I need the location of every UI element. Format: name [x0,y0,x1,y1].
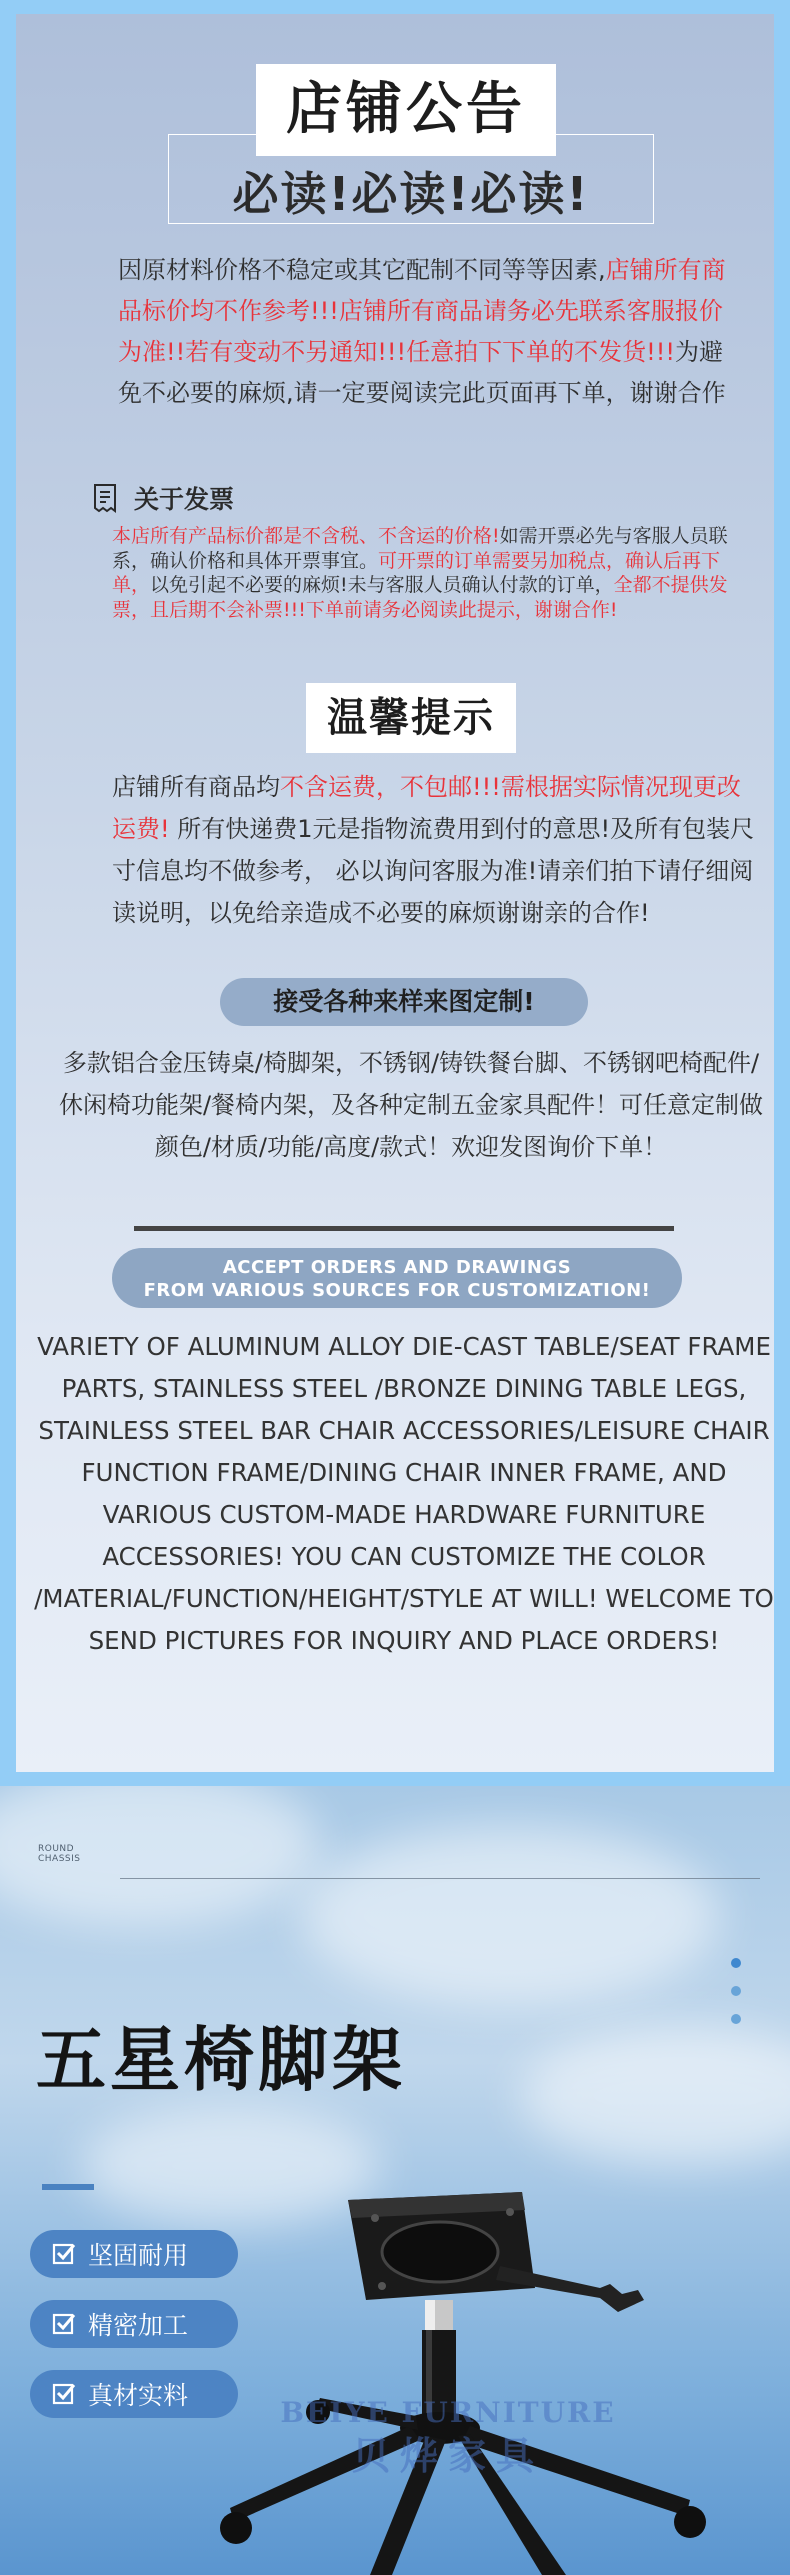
feature-label: 坚固耐用 [88,2241,189,2270]
receipt-icon [92,483,118,513]
tag-line-2: CHASSIS [38,1854,81,1864]
accent-bar [42,2184,94,2190]
tips-title: 温馨提示 [306,683,516,753]
checkbox-icon [52,2312,76,2336]
pager-dots [731,1958,741,2042]
pager-dot[interactable] [731,1986,741,1996]
notice-title: 店铺公告 [256,64,556,156]
pill-en-line-2: FROM VARIOUS SOURCES FOR CUSTOMIZATION! [143,1280,651,1301]
invoice-paragraph: 本店所有产品标价都是不含税、不含运的价格!如需开票必先与客服人员联系，确认价格和具体开票事宜。可开票的订单需要另加税点，确认后再下单，以免引起不必要的麻烦!未与客服人员确认付款的订单，全都不提供发票，且后期不会补票!!!下单前请务必阅读此提示，谢谢合作! [112,525,728,621]
checkbox-icon [52,2382,76,2406]
divider [134,1226,674,1231]
chair-base-image [170,2190,790,2575]
tag-line-1: ROUND [38,1844,75,1854]
feature-label: 真材实料 [88,2381,189,2410]
custom-pill: 接受各种来样来图定制! [220,978,588,1026]
custom-body-cn: 多款铝合金压铸桌/椅脚架，不锈钢/铸铁餐台脚、不锈钢吧椅配件/休闲椅功能架/餐椅内架，及各种定制五金家具配件！可任意定制做颜色/材质/功能/高度/款式！欢迎发图询价下单！ [58,1049,764,1161]
pager-dot[interactable] [731,2014,741,2024]
invoice-heading [92,480,234,516]
watermark-cn: 贝烨家具 [351,2433,544,2478]
notice-paragraph: 因原材料价格不稳定或其它配制不同等等因素,店铺所有商品标价均不作参考!!!店铺所有商品请务必先联系客服报价为准!!若有变动不另通知!!!任意拍下下单的不发货!!!为避免不必要的麻烦,请一定要阅读完此页面再下单，谢谢合作 [118,256,726,407]
checkbox-icon [52,2242,76,2266]
header-rule [120,1878,760,1879]
product-title: 五星椅脚架 [36,2019,406,2101]
cloud [520,2026,790,2166]
product-banner [0,1786,790,2575]
tips-paragraph: 店铺所有商品均不含运费，不包邮!!!需根据实际情况现更改运费! 所有快递费1元是指物流费用到付的意思!及所有包装尺寸信息均不做参考， 必以询问客服为准!请亲们拍下请仔细阅读说明，以免给亲造成不必要的麻烦谢谢亲的合作! [112,773,755,927]
invoice-label: 关于发票 [134,485,235,514]
feature-label: 精密加工 [88,2311,189,2340]
notice-panel [16,14,774,1772]
watermark-en: BEIYE FURNITURE [280,2396,616,2429]
pager-dot[interactable] [731,1958,741,1968]
custom-pill-en [112,1248,682,1308]
cloud [300,1826,720,2006]
notice-subtitle: 必读!必读!必读! [232,167,590,221]
section-tag [38,1844,81,1864]
custom-body-en: VARIETY OF ALUMINUM ALLOY DIE-CAST TABLE/SEAT FRAME PARTS, STAINLESS STEEL /BRONZE DINING TABLE LEGS, STAINLESS STEEL BAR CHAIR ACCESSORIES/LEISURE CHAIR FUNCTION FRAME/DINING CHAIR INNER FRAME, AND VARIOUS CUSTOM-MADE HARDWARE FURNITURE ACCESSORIES! YOU CAN CUSTOMIZE THE COLOR /MATERIAL/FUNCTION/HEIGHT/STYLE AT WILL! WELCOME TO SEND PICTURES FOR INQUIRY AND PLACE ORDERS! [34,1332,774,1655]
pill-en-line-1: ACCEPT ORDERS AND DRAWINGS [222,1257,572,1278]
brand-watermark [258,2396,638,2480]
